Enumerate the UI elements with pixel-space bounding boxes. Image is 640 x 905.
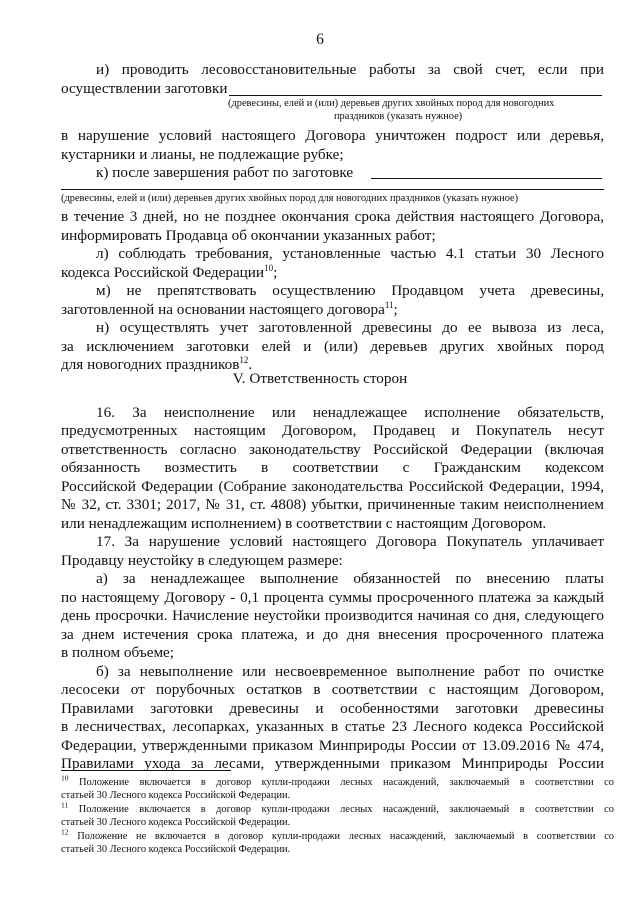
para-m-line-2: заготовленной на основании настоящего договора$^{11}$; xyxy=(61,299,398,318)
footnote-12-number: 12 xyxy=(61,827,69,837)
footnote-ref-12[interactable]: 12 xyxy=(239,354,249,365)
para-n-line-2: за исключением заготовки елей и (или) деревьев других хвойных пород xyxy=(61,338,604,355)
para-l-line-1: л) соблюдать требования, установленные частью 4.1 статьи 30 Лесного xyxy=(96,245,604,262)
para-l-line-2: кодекса Российской Федерации$^{10}$; xyxy=(61,262,278,281)
para-17b-line-3: Правилами заготовки древесины и особенностями заготовки древесины xyxy=(61,700,604,717)
para-n-line-3: для новогодних праздников$^{12}$. xyxy=(61,354,253,373)
footnote-10-line-1: $^{10}$ Положение включается в договор купли-продажи лесных насаждений, заключаемый в соответствии со xyxy=(61,773,614,788)
section-title: V. Ответственность сторон xyxy=(232,370,408,387)
footnote-11-line-1: $^{11}$ Положение включается в договор купли-продажи лесных насаждений, заключаемый в соответствии со xyxy=(61,800,614,815)
para-16-line-5: Российской Федерации (Собрание законодательства Российской Федерации, 1994, xyxy=(61,478,604,495)
footnote-12-line-1: $^{12}$ Положение не включается в договор купли-продажи лесных насаждений, заключаемый в соответствии со xyxy=(61,827,614,842)
blank-underline-k2 xyxy=(61,189,604,190)
para-16-line-2: предусмотренных настоящим Договором, Продавец и Покупатель несут xyxy=(61,422,604,439)
para-k-line-2: в течение 3 дней, но не позднее окончания срока действия настоящего Договора, xyxy=(61,208,604,225)
para-16-line-1: 16. За неисполнение или ненадлежащее исполнение обязательств, xyxy=(96,404,604,421)
para-k-line-1: к) после завершения работ по заготовке xyxy=(96,164,354,181)
para-16-line-4: обязанность возместить в соответствии с Гражданским кодексом xyxy=(61,459,604,476)
footnote-12-line-2: статьей 30 Лесного кодекса Российской Федерации. xyxy=(61,844,291,855)
para-17a-line-1: а) за ненадлежащее выполнение обязанностей по внесению платы xyxy=(96,570,604,587)
para-17b-line-5: Федерации, утвержденными приказом Минприроды России от 13.09.2016 № 474, xyxy=(61,737,604,754)
footnote-10-number: 10 xyxy=(61,773,69,783)
para-k-line-3: информировать Продавца об окончании указанных работ; xyxy=(61,227,436,244)
para-n-line-1: н) осуществлять учет заготовленной древесины до ее вывоза из леса, xyxy=(96,319,604,336)
para-17b-line-2: лесосеки от порубочных остатков в соответствии с настоящим Договором, xyxy=(61,681,604,698)
para-17a-line-3: день просрочки. Начисление неустойки производится начиная со дня, следующего xyxy=(61,607,604,624)
para-i-line-2: осуществлении заготовки xyxy=(61,80,228,97)
footnote-ref-10[interactable]: 10 xyxy=(264,262,274,273)
para-17b-line-6: Правилами ухода за лесами, утвержденными приказом Минприроды России xyxy=(61,755,604,772)
para-17b-line-4: в лесничествах, лесопарках, указанных в статье 23 Лесного кодекса Российской xyxy=(61,718,604,735)
para-17a-line-5: в полном объеме; xyxy=(61,644,175,661)
para-16-line-6: № 32, ст. 3301; 2017, № 31, ст. 4808) убытки, причиненные таким неисполнением xyxy=(61,496,604,513)
para-i-caption-1: (древесины, елей и (или) деревьев других хвойных пород для новогодних xyxy=(228,98,555,109)
para-17-line-2: Продавцу неустойку в следующем размере: xyxy=(61,552,343,569)
para-17a-line-2: по настоящему Договору - 0,1 процента суммы просроченного платежа за каждый xyxy=(61,589,604,606)
footnote-ref-11[interactable]: 11 xyxy=(384,299,394,310)
para-17b-line-1: б) за невыполнение или несвоевременное выполнение работ по очистке xyxy=(96,663,604,680)
para-m-line-1: м) не препятствовать осуществлению Продавцом учета древесины, xyxy=(96,282,604,299)
footnote-separator xyxy=(61,770,231,771)
para-i-line-1: и) проводить лесовосстановительные работы за свой счет, если при xyxy=(96,61,604,78)
page-number: 6 xyxy=(316,31,324,48)
para-i-caption-2: праздников (указать нужное) xyxy=(334,111,463,122)
para-i-line-3: в нарушение условий настоящего Договора уничтожен подрост или деревья, xyxy=(61,127,604,144)
para-k-caption: (древесины, елей и (или) деревьев других хвойных пород для новогодних праздников (указать нужное) xyxy=(61,193,519,204)
blank-underline-i xyxy=(229,95,602,96)
footnote-11-number: 11 xyxy=(61,800,69,810)
blank-underline-k1 xyxy=(371,178,602,179)
para-16-line-7: или ненадлежащим исполнением) в соответствии с настоящим Договором. xyxy=(61,515,547,532)
para-17-line-1: 17. За нарушение условий настоящего Договора Покупатель уплачивает xyxy=(96,533,604,550)
footnote-11-line-2: статьей 30 Лесного кодекса Российской Федерации. xyxy=(61,817,291,828)
para-i-line-4: кустарники и лианы, не подлежащие рубке; xyxy=(61,146,344,163)
para-16-line-3: ответственность согласно законодательству Российской Федерации (включая xyxy=(61,441,604,458)
footnote-10-line-2: статьей 30 Лесного кодекса Российской Федерации. xyxy=(61,790,291,801)
para-17a-line-4: за днем истечения срока платежа, и до дня внесения просроченного платежа xyxy=(61,626,604,643)
